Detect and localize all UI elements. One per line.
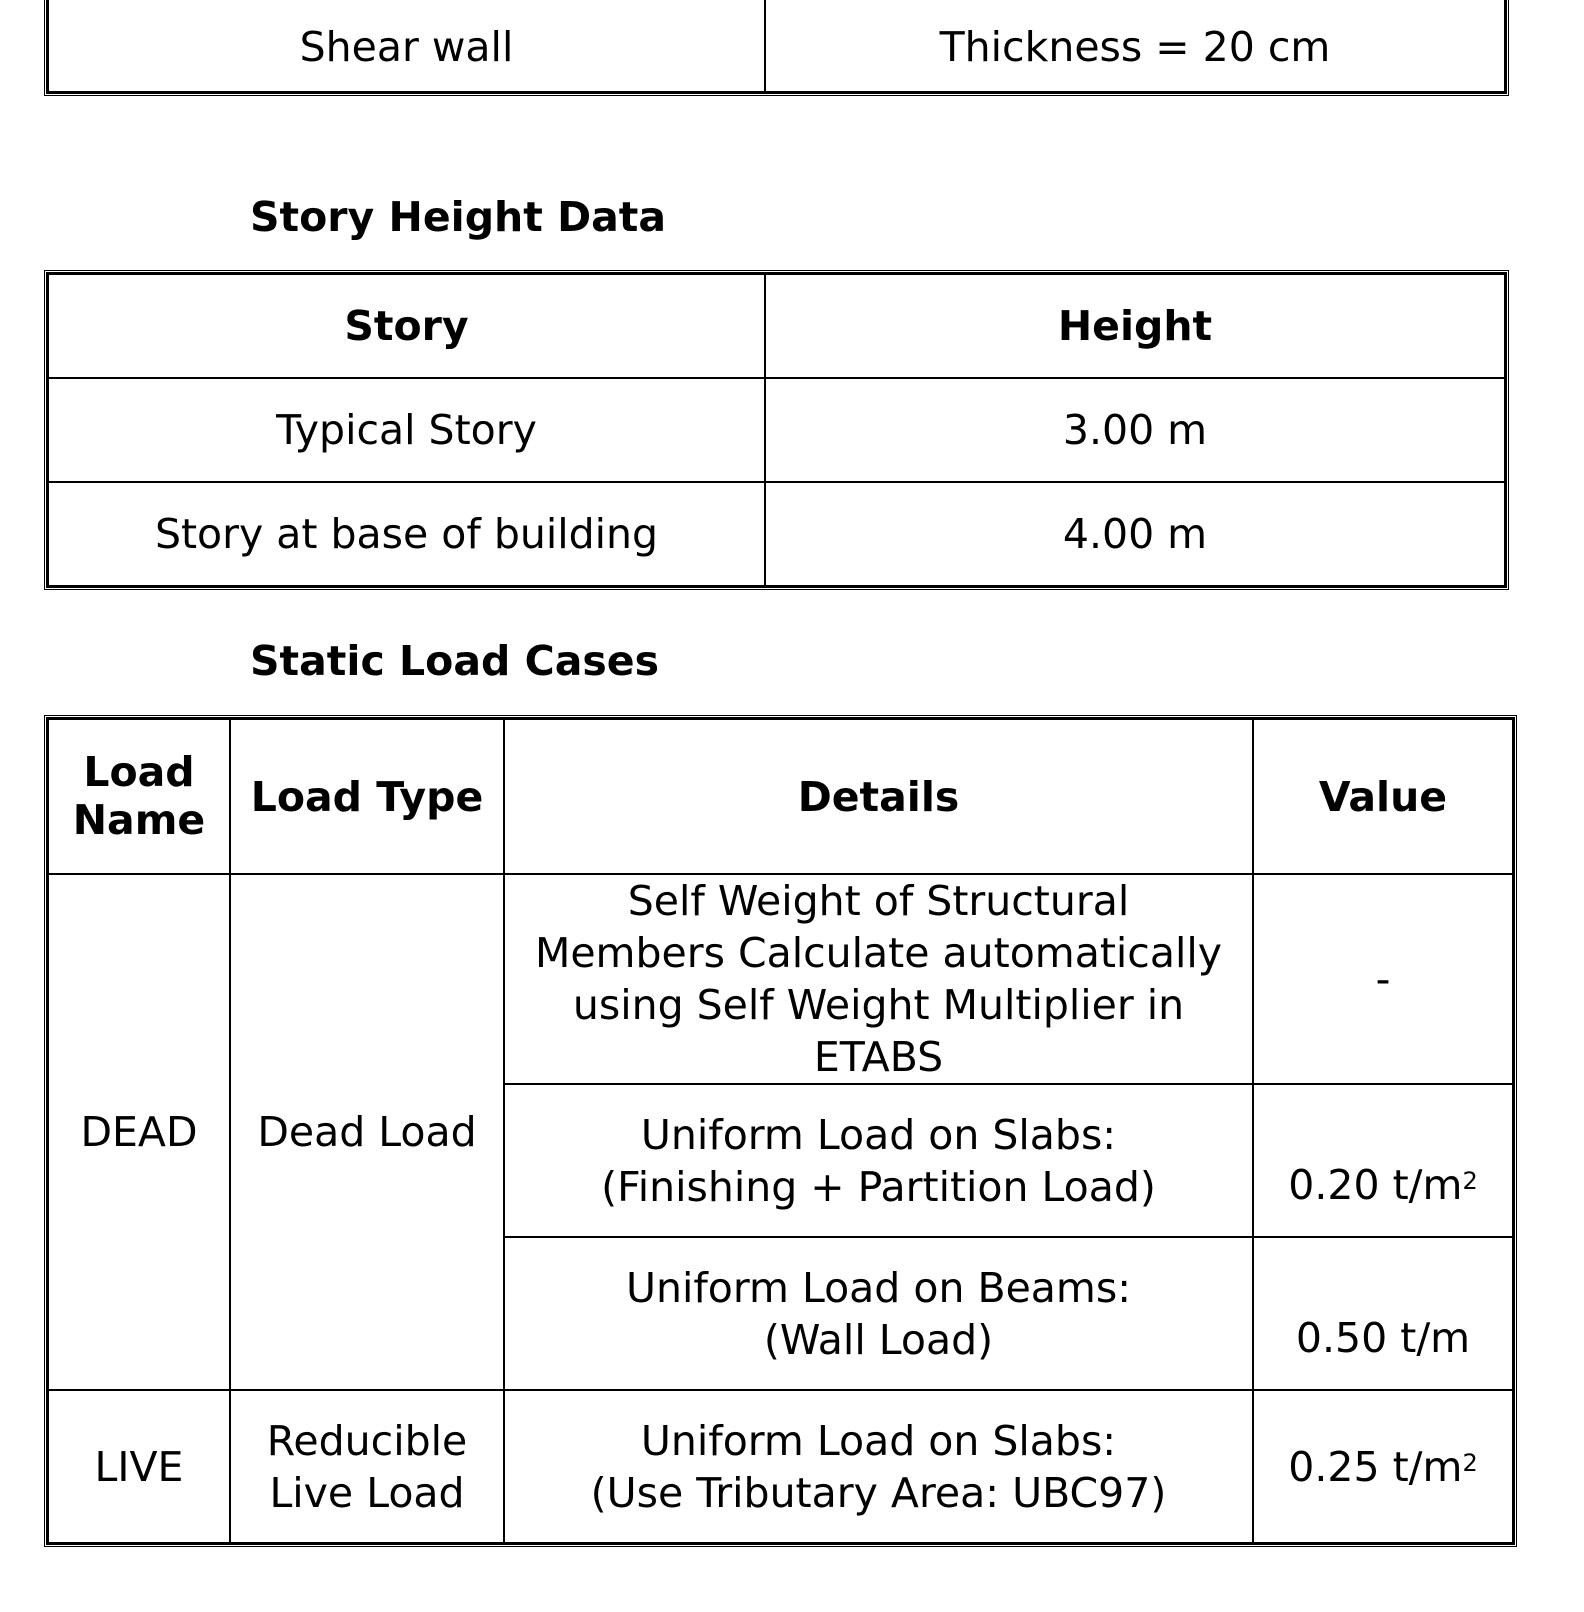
value-cell: - (1253, 874, 1513, 1084)
table-row (48, 378, 1505, 482)
table-header-row (48, 274, 1505, 378)
value-text: 0.20 t/m (1288, 1161, 1463, 1209)
type-line: Live Load (269, 1468, 465, 1517)
header-label: Load Name (72, 747, 206, 844)
member-cell: Shear wall (48, 0, 765, 92)
value-cell (1253, 1390, 1513, 1543)
story-height-title: Story Height Data (250, 193, 667, 241)
load-name-cell: DEAD (48, 874, 230, 1390)
header-load-type: Load Type (230, 719, 504, 874)
static-load-cases-table (44, 715, 1517, 1547)
details-line: Uniform Load on Beams: (625, 1263, 1132, 1312)
header-story: Story (48, 274, 765, 378)
load-type-cell (230, 1390, 504, 1543)
details-line: (Use Tributary Area: UBC97) (590, 1468, 1167, 1517)
details-line: (Wall Load) (763, 1315, 994, 1364)
value-text: 0.25 t/m (1288, 1442, 1463, 1491)
header-value: Value (1253, 719, 1513, 874)
story-cell: Story at base of building (48, 482, 765, 586)
story-height-table (44, 270, 1509, 590)
details-line: (Finishing + Partition Load) (601, 1162, 1156, 1211)
table-row (48, 874, 1513, 1084)
details-cell (504, 874, 1253, 1084)
unit-superscript: 2 (1462, 1167, 1478, 1195)
value-cell (1253, 1237, 1513, 1390)
load-name-cell: LIVE (48, 1390, 230, 1543)
table-header-row (48, 719, 1513, 874)
members-table (44, 0, 1509, 96)
table-row (48, 1390, 1513, 1543)
load-type-cell: Dead Load (230, 874, 504, 1390)
header-height: Height (765, 274, 1505, 378)
details-cell (504, 1084, 1253, 1237)
unit-superscript: 2 (1462, 1448, 1478, 1477)
details-cell (504, 1237, 1253, 1390)
details-line: Uniform Load on Slabs: (640, 1416, 1117, 1465)
value-text: 0.50 t/m (1295, 1314, 1471, 1362)
details-text: Self Weight of Structural Members Calculate automatically using Self Weight Multiplier in ETABS (534, 877, 1223, 1081)
header-load-name (48, 719, 230, 874)
value-cell (1253, 1084, 1513, 1237)
details-line: Uniform Load on Slabs: (640, 1110, 1117, 1159)
static-load-cases-title: Static Load Cases (250, 637, 659, 685)
dimension-cell: Thickness = 20 cm (765, 0, 1505, 92)
story-cell: Typical Story (48, 378, 765, 482)
type-line: Reducible (266, 1416, 468, 1465)
height-cell: 4.00 m (765, 482, 1505, 586)
height-cell: 3.00 m (765, 378, 1505, 482)
table-row (48, 482, 1505, 586)
table-row (48, 0, 1505, 92)
header-details: Details (504, 719, 1253, 874)
details-cell (504, 1390, 1253, 1543)
